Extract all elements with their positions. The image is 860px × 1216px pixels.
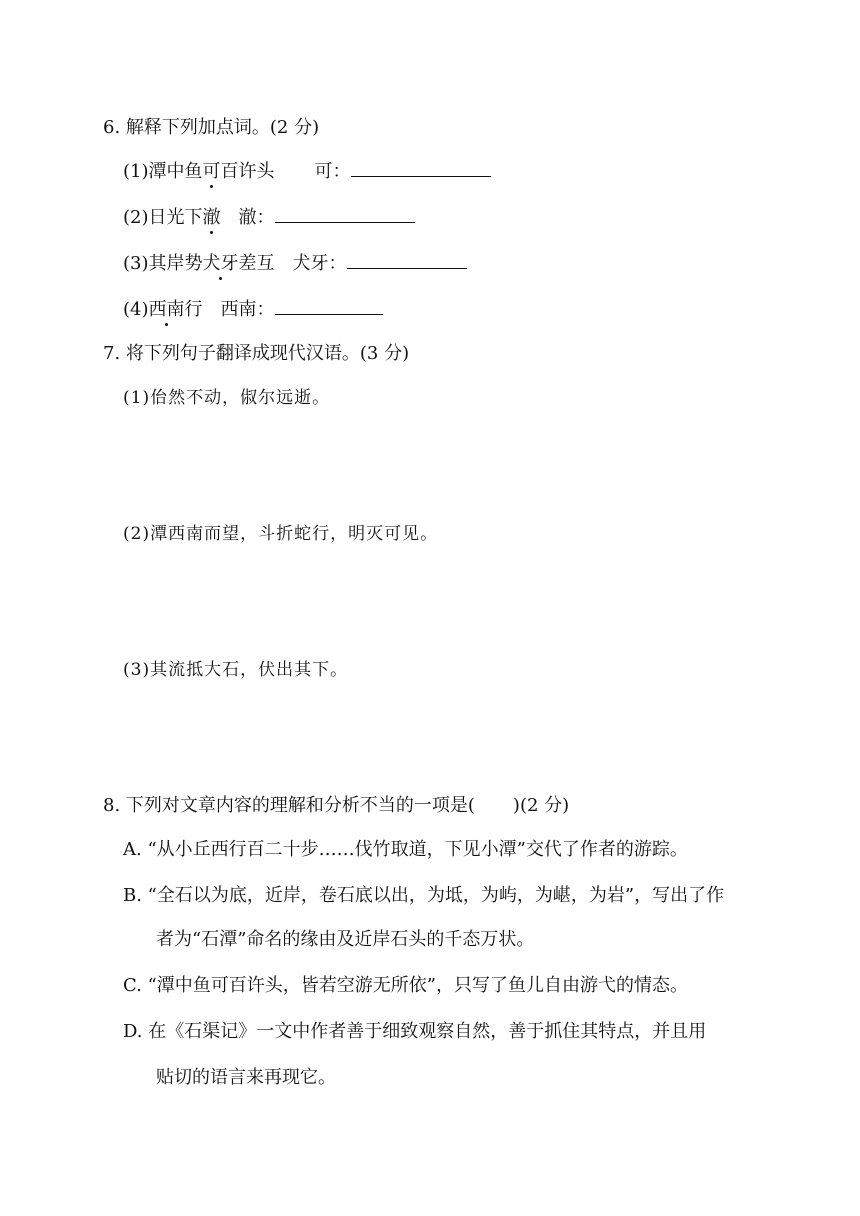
q6-item-2-answer-blank[interactable] [275, 204, 415, 223]
q8-option-b-line1: B. “全石以为底，近岸，卷石底以出，为坻，为屿，为嵁，为岩”，写出了作 [123, 885, 725, 906]
q7-item-3: (3)其流抵大石，伏出其下。 [123, 660, 349, 680]
q6-item-1-pre: (1)潭中鱼 [123, 161, 203, 182]
q8-option-b-line2: 者为“石潭”命名的缘由及近岸石头的千态万状。 [156, 929, 535, 950]
q8-option-d-line1: D. 在《石渠记》一文中作者善于细致观察自然，善于抓住其特点，并且用 [123, 1021, 707, 1042]
q6-item-2-label: 澈： [238, 207, 275, 228]
q8-option-a: A. “从小丘西行百二十步……伐竹取道，下见小潭”交代了作者的游踪。 [123, 839, 688, 860]
q6-item-1-dotted-word: 可 [202, 161, 221, 182]
q6-item-3-post: 差互 [238, 253, 275, 274]
q6-item-2-dotted-word: 澈 [202, 207, 221, 228]
q6-item-3 [123, 250, 467, 276]
q6-item-4-dotted-word: 西南 [148, 299, 185, 320]
q7-item-1: (1)佁然不动，俶尔远逝。 [123, 388, 331, 408]
q8-stem-post: )(2 分) [512, 795, 570, 816]
q6-item-4-label: 西南： [220, 299, 275, 320]
q6-item-3-answer-blank[interactable] [347, 250, 467, 269]
q6-item-4-answer-blank[interactable] [275, 296, 383, 315]
q6-item-3-label: 犬牙： [292, 253, 347, 274]
q6-item-2-pre: (2)日光下 [123, 207, 203, 228]
q8-option-c: C. “潭中鱼可百许头，皆若空游无所依”，只写了鱼儿自由游弋的情态。 [123, 975, 688, 996]
q6-item-4 [123, 296, 383, 322]
q6-item-4-post: 行 [184, 299, 203, 320]
q6-item-4-pre: (4) [123, 299, 149, 320]
q6-item-1 [123, 158, 491, 184]
q7-stem: 7. 将下列句子翻译成现代汉语。(3 分) [103, 343, 410, 364]
q8-stem [103, 794, 569, 818]
q8-option-d-line2: 贴切的语言来再现它。 [156, 1067, 336, 1088]
q6-item-1-post: 百许头 [220, 161, 275, 182]
q8-stem-pre: 8. 下列对文章内容的理解和分析不当的一项是( [103, 795, 475, 816]
q6-item-3-pre: (3)其岸势 [123, 253, 203, 274]
q6-stem: 6. 解释下列加点词。(2 分) [103, 117, 320, 138]
q6-item-1-label: 可： [314, 161, 351, 182]
q6-item-1-answer-blank[interactable] [351, 158, 491, 177]
q6-item-3-dotted-word: 犬牙 [202, 253, 239, 274]
q6-item-2 [123, 204, 415, 230]
q7-item-2: (2)潭西南而望，斗折蛇行，明灭可见。 [123, 524, 439, 544]
